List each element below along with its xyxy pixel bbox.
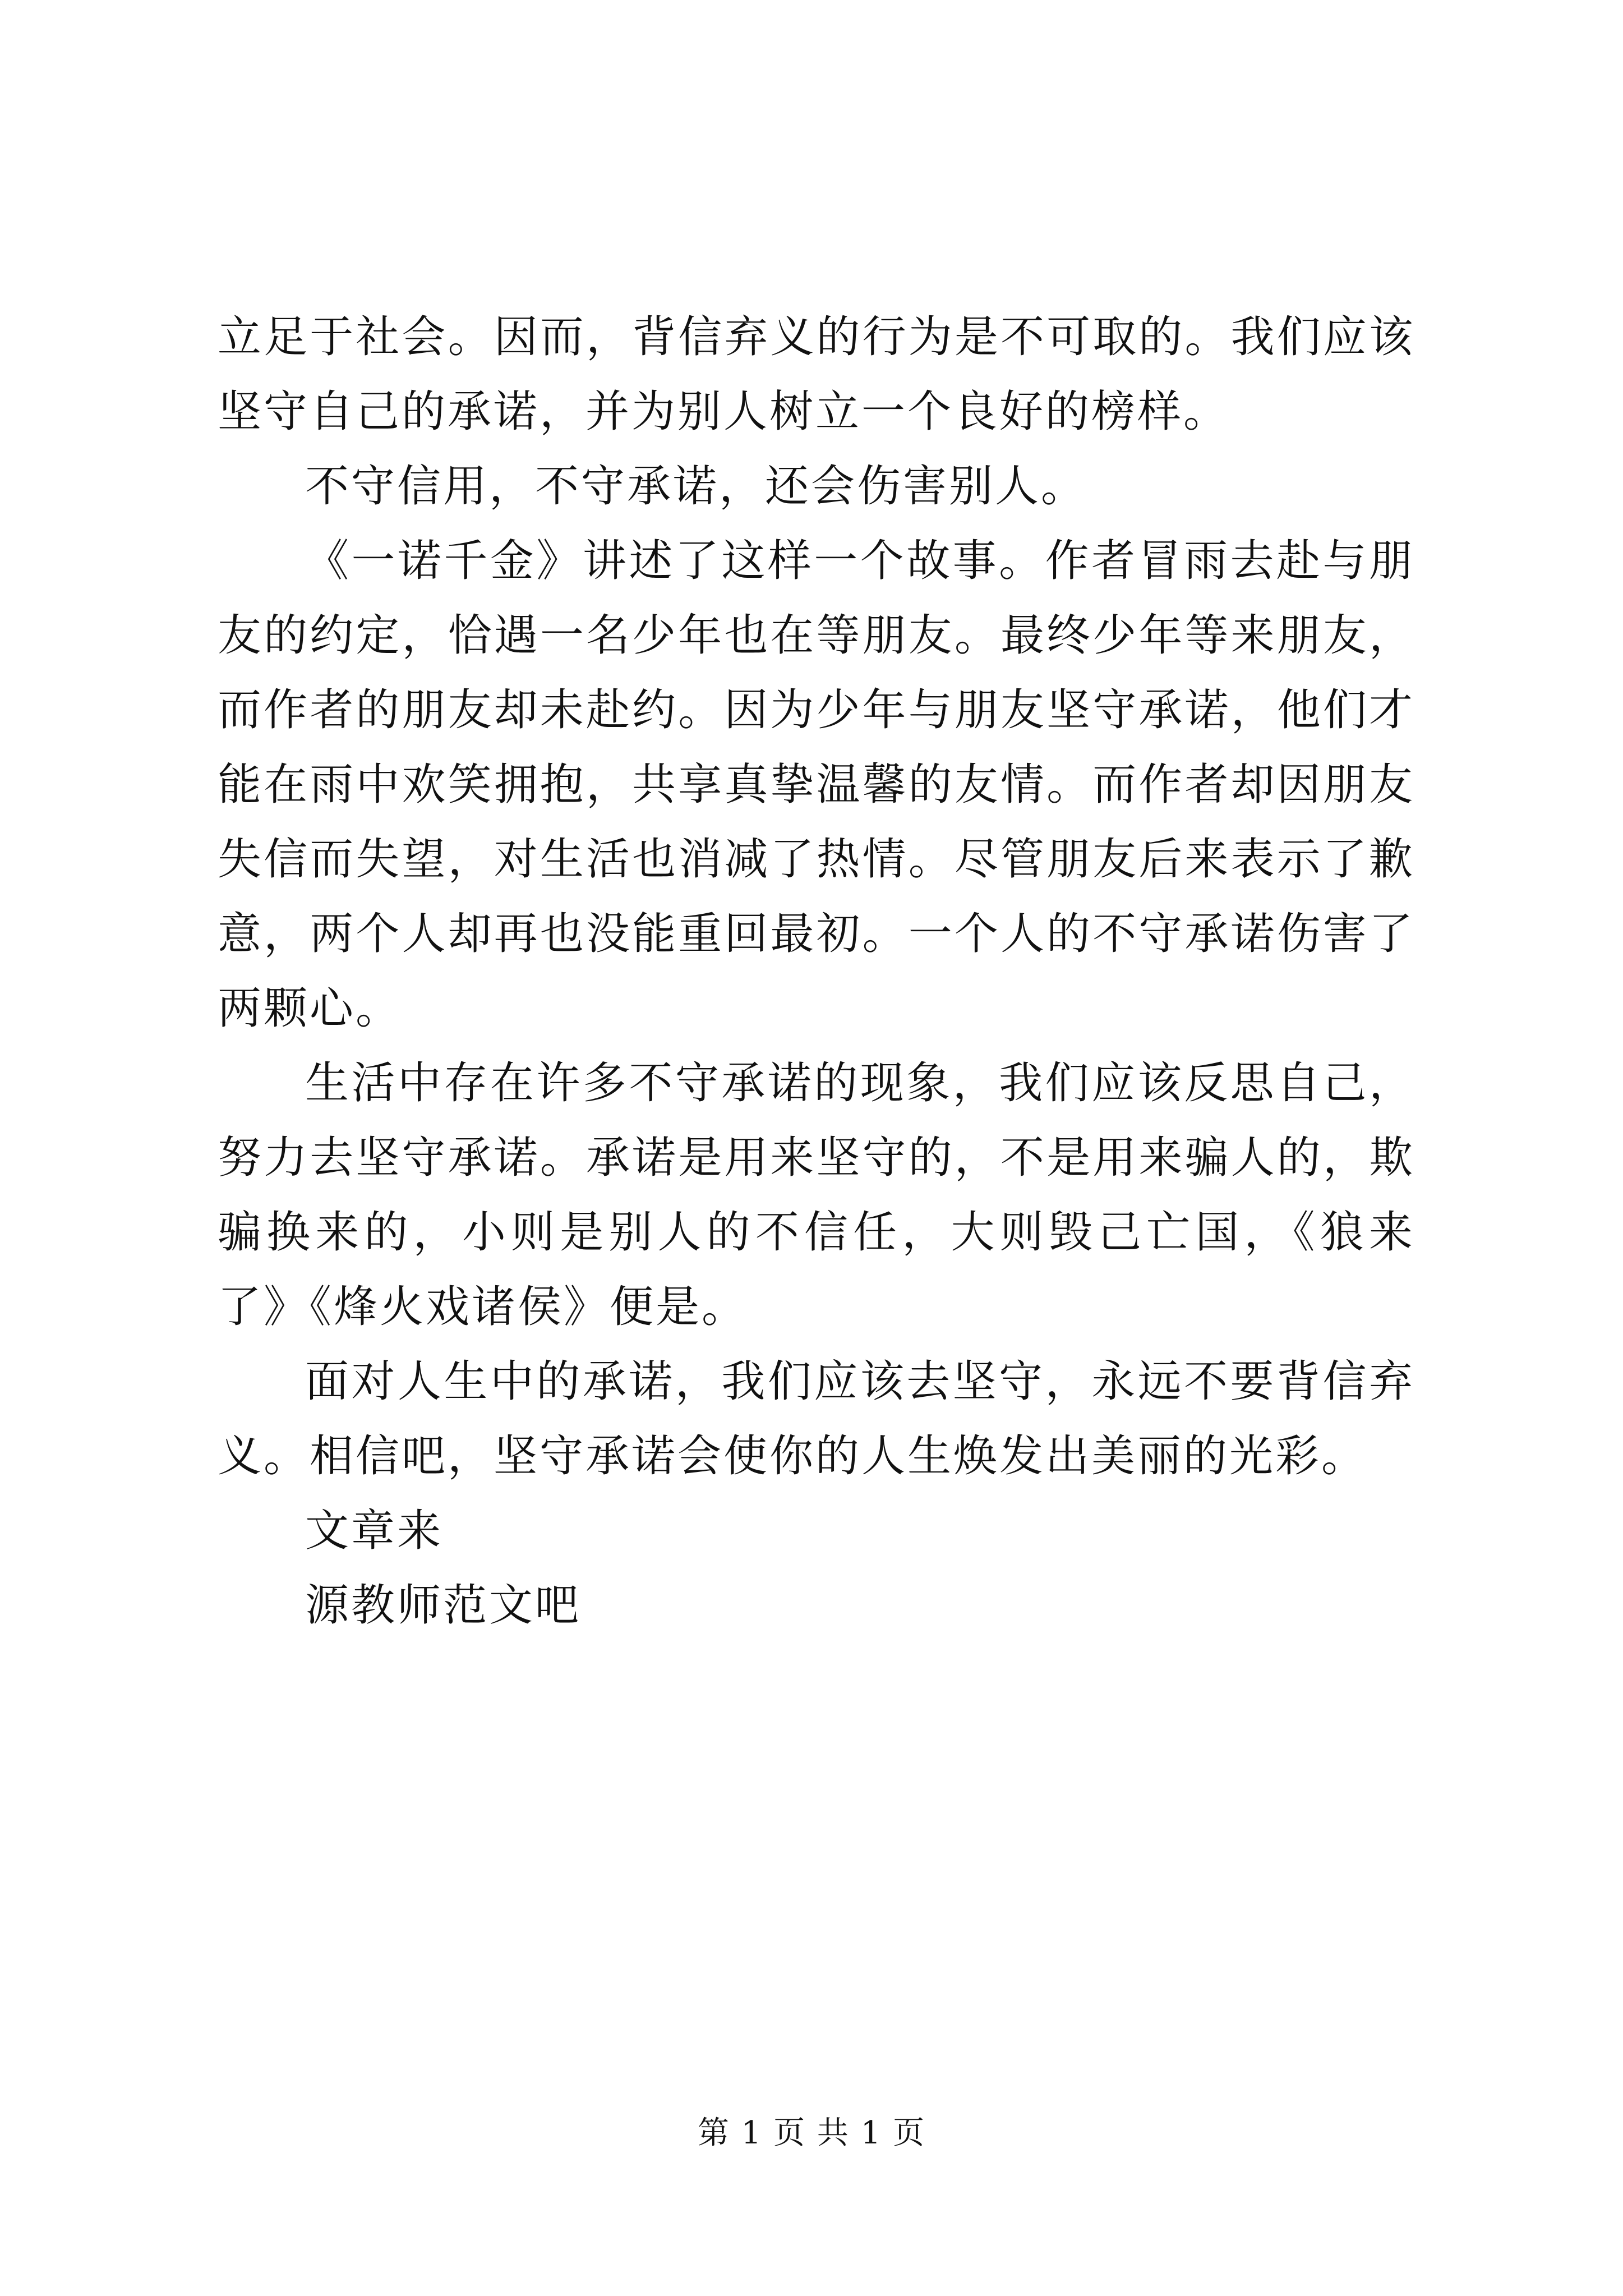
source-line-2: 源教师范文吧 [305, 1580, 582, 1631]
paragraph-reflection: 生活中存在许多不守承诺的现象，我们应该反思自己，努力去坚守承诺。承诺是用来坚守的，不是用来骗人的，欺骗换来的，小则是别人的不信任，大则毁己亡国，《狼来了》《烽火戏诸侯》便是。 [218, 1058, 1415, 1332]
paragraph-harm-others: 不守信用，不守承诺，还会伤害别人。 [305, 461, 1087, 512]
paragraph-conclusion: 面对人生中的承诺，我们应该去坚守，永远不要背信弃义。相信吧，坚守承诺会使你的人生焕发出美丽的光彩。 [218, 1356, 1415, 1481]
document-body [218, 300, 1415, 1643]
paragraph-continuation: 立足于社会。因而，背信弃义的行为是不可取的。我们应该坚守自己的承诺，并为别人树立一个良好的榜样。 [218, 312, 1415, 437]
paragraph-story: 《一诺千金》讲述了这样一个故事。作者冒雨去赴与朋友的约定，恰遇一名少年也在等朋友。最终少年等来朋友，而作者的朋友却未赴约。因为少年与朋友坚守承诺，他们才能在雨中欢笑拥抱，共享真挚温馨的友情。而作者却因朋友失信而失望，对生活也消减了热情。尽管朋友后来表示了歉意，两个人却再也没能重回最初。一个人的不守承诺伤害了两颗心。 [218, 536, 1415, 1034]
page-footer: 第 1 页 共 1 页 [697, 2115, 926, 2151]
source-line-1: 文章来 [305, 1506, 444, 1556]
